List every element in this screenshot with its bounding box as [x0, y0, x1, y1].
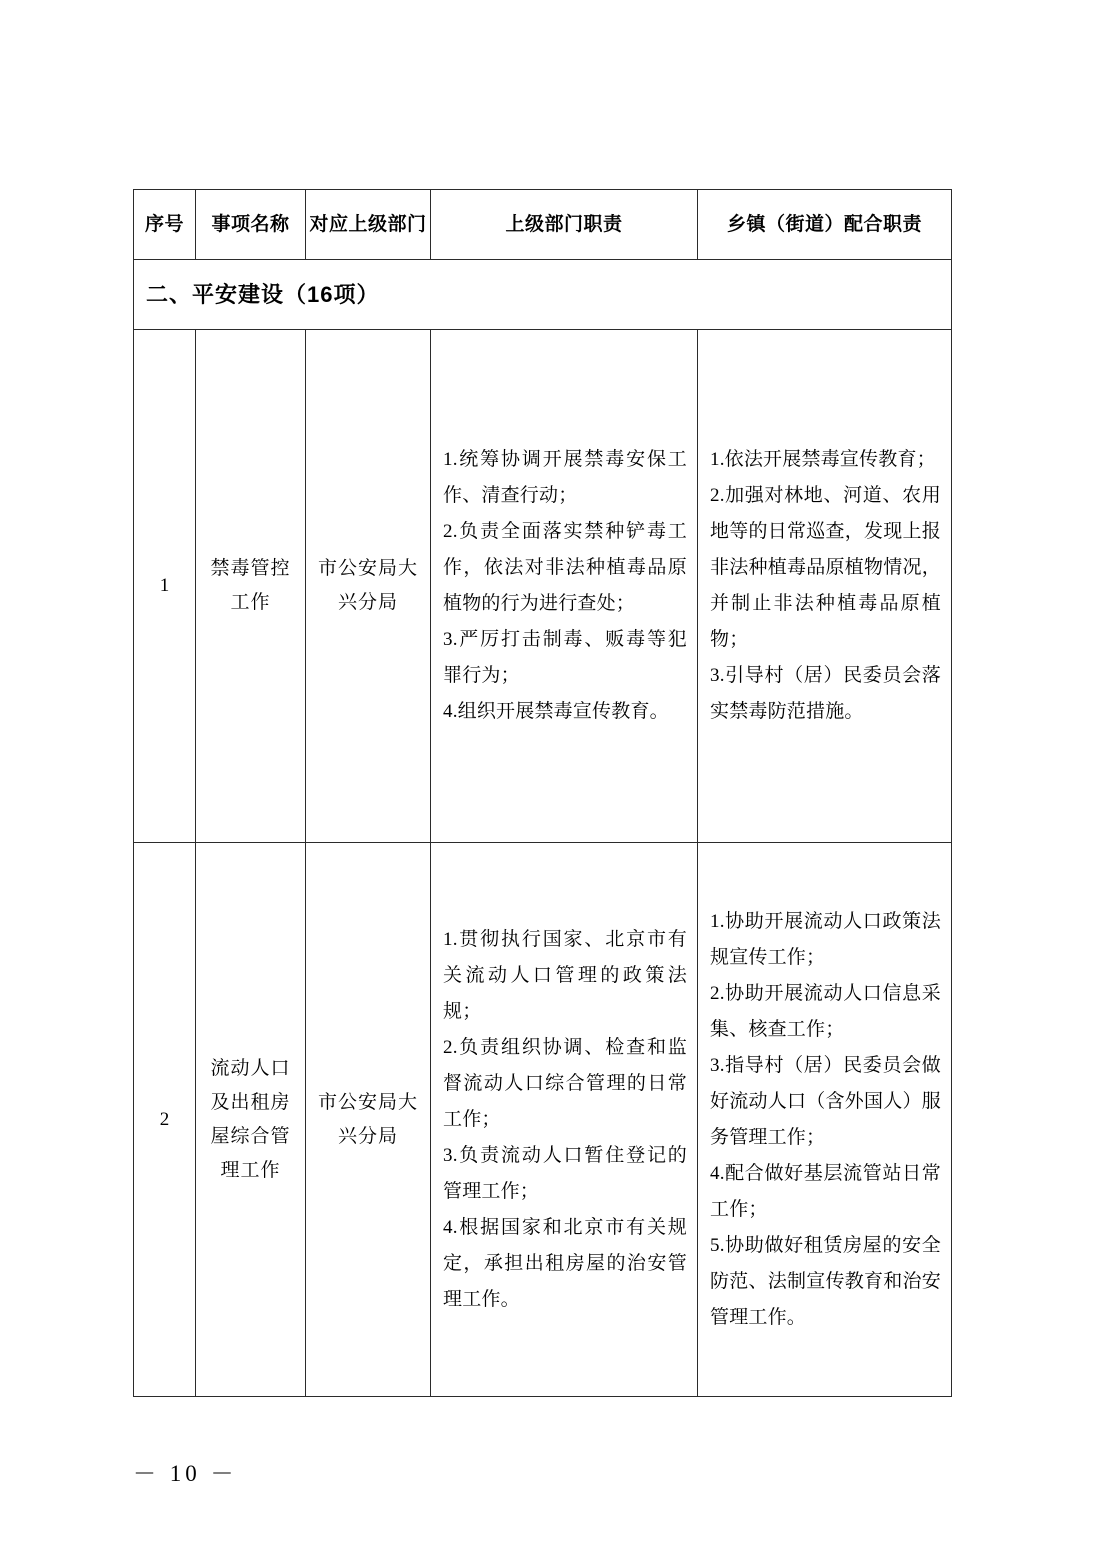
row-department: 市公安局大兴分局 [306, 330, 431, 843]
row-upper-duties: 1.贯彻执行国家、北京市有关流动人口管理的政策法规； 2.负责组织协调、检查和监督流动人口综合管理的日常工作； 3.负责流动人口暂住登记的管理工作； 4.根据国家和北京市有关规定，承担出租房屋的治安管理工作。 [431, 843, 698, 1397]
row-township-duties: 1.协助开展流动人口政策法规宣传工作； 2.协助开展流动人口信息采集、核查工作； 3.指导村（居）民委员会做好流动人口（含外国人）服务管理工作； 4.配合做好基层流管站日常工作； 5.协助做好租赁房屋的安全防范、法制宣传教育和治安管理工作。 [698, 843, 952, 1397]
column-header-upper-duty: 上级部门职责 [431, 190, 698, 260]
column-header-department: 对应上级部门 [306, 190, 431, 260]
column-header-index: 序号 [134, 190, 196, 260]
section-heading-label: 二、平安建设（16项） [134, 260, 952, 330]
row-index: 1 [134, 330, 196, 843]
row-department: 市公安局大兴分局 [306, 843, 431, 1397]
column-header-item-name: 事项名称 [196, 190, 306, 260]
row-index: 2 [134, 843, 196, 1397]
column-header-township-duty: 乡镇（街道）配合职责 [698, 190, 952, 260]
row-item-name: 禁毒管控工作 [196, 330, 306, 843]
row-upper-duties: 1.统筹协调开展禁毒安保工作、清查行动； 2.负责全面落实禁种铲毒工作，依法对非法种植毒品原植物的行为进行查处； 3.严厉打击制毒、贩毒等犯罪行为； 4.组织开展禁毒宣传教育。 [431, 330, 698, 843]
responsibility-table [133, 189, 952, 1397]
page-number: － 10 － [133, 1461, 238, 1486]
table-row [134, 843, 952, 1397]
row-item-name: 流动人口及出租房屋综合管理工作 [196, 843, 306, 1397]
table-row [134, 330, 952, 843]
section-heading-row [134, 260, 952, 330]
table-header-row [134, 190, 952, 260]
row-township-duties: 1.依法开展禁毒宣传教育； 2.加强对林地、河道、农用地等的日常巡查，发现上报非法种植毒品原植物情况，并制止非法种植毒品原植物； 3.引导村（居）民委员会落实禁毒防范措施。 [698, 330, 952, 843]
